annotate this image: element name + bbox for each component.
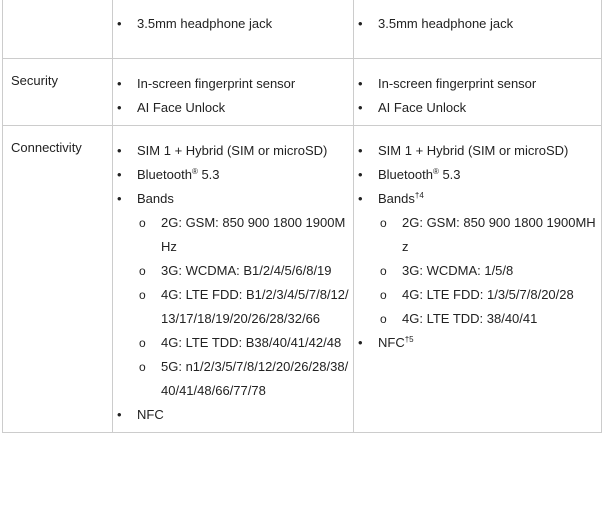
bullet-list [354, 139, 601, 355]
bullet-list [113, 139, 353, 427]
bullet-dot-icon: • [358, 16, 363, 31]
band-text: 2G: GSM: 850 900 1800 1900MHz [402, 215, 596, 254]
item-text: Bluetooth [378, 167, 433, 182]
band-item [137, 331, 353, 355]
bullet-dot-icon: • [117, 407, 122, 422]
spec-value-col2 [354, 59, 602, 126]
list-item [354, 96, 601, 120]
list-item [113, 139, 353, 163]
bullet-circle-icon: o [380, 288, 387, 302]
spec-label [3, 0, 113, 59]
list-item [354, 163, 601, 187]
footnote-mark: ® [432, 167, 439, 176]
bullet-circle-icon: o [139, 216, 146, 230]
bullet-dot-icon: • [358, 143, 363, 158]
band-item [137, 355, 353, 403]
band-text: 4G: LTE FDD: B1/2/3/4/5/7/8/12/13/17/18/19/20/26/28/32/66 [161, 287, 349, 326]
band-item [378, 283, 601, 307]
item-text: In-screen fingerprint sensor [137, 76, 296, 91]
item-text-suffix: 5.3 [438, 167, 461, 182]
bullet-list [113, 72, 353, 120]
bullet-circle-icon: o [139, 360, 146, 374]
list-item [354, 12, 601, 36]
item-text: NFC [137, 407, 164, 422]
item-text: SIM 1 + Hybrid (SIM or microSD) [137, 143, 328, 158]
band-item [137, 283, 353, 331]
band-text: 4G: LTE FDD: 1/3/5/7/8/20/28 [402, 287, 574, 302]
spec-value-col2 [354, 0, 602, 59]
spec-row [3, 126, 602, 433]
item-text-suffix: 5.3 [197, 167, 220, 182]
bullet-circle-icon: o [380, 216, 387, 230]
band-text: 4G: LTE TDD: 38/40/41 [402, 311, 538, 326]
spec-value-col2 [354, 126, 602, 433]
bullet-circle-icon: o [380, 264, 387, 278]
spec-row [3, 59, 602, 126]
footnote-mark: †4 [414, 191, 424, 200]
item-text: 3.5mm headphone jack [378, 16, 514, 31]
item-text: Bands [378, 191, 415, 206]
spec-table [2, 0, 602, 433]
item-text: Bands [137, 191, 174, 206]
list-item [113, 403, 353, 427]
bullet-dot-icon: • [117, 16, 122, 31]
bullet-circle-icon: o [139, 264, 146, 278]
list-item [113, 72, 353, 96]
list-item [113, 96, 353, 120]
bullet-dot-icon: • [358, 191, 363, 206]
item-text: SIM 1 + Hybrid (SIM or microSD) [378, 143, 569, 158]
band-text: 2G: GSM: 850 900 1800 1900MHz [161, 215, 346, 254]
bullet-dot-icon: • [117, 191, 122, 206]
item-text: 3.5mm headphone jack [137, 16, 273, 31]
item-text: AI Face Unlock [137, 100, 226, 115]
band-item [137, 211, 353, 259]
list-item [113, 187, 353, 403]
band-list [378, 211, 601, 331]
footnote-mark: ® [191, 167, 198, 176]
bullet-dot-icon: • [358, 167, 363, 182]
band-item [378, 211, 601, 259]
band-item [378, 307, 601, 331]
bullet-dot-icon: • [117, 143, 122, 158]
spec-row [3, 0, 602, 59]
spec-value-col1 [113, 126, 354, 433]
bullet-dot-icon: • [358, 100, 363, 115]
bullet-dot-icon: • [358, 76, 363, 91]
bullet-dot-icon: • [358, 335, 363, 350]
band-list [137, 211, 353, 403]
list-item [354, 331, 601, 355]
bullet-list [354, 12, 601, 36]
bullet-circle-icon: o [139, 288, 146, 302]
bullet-circle-icon: o [139, 336, 146, 350]
bullet-circle-icon: o [380, 312, 387, 326]
band-text: 3G: WCDMA: 1/5/8 [402, 263, 514, 278]
bullet-dot-icon: • [117, 100, 122, 115]
spec-label: Security [3, 59, 113, 126]
item-text: In-screen fingerprint sensor [378, 76, 537, 91]
bullet-dot-icon: • [117, 167, 122, 182]
bullet-list [113, 12, 353, 36]
band-item [137, 259, 353, 283]
band-text: 5G: n1/2/3/5/7/8/12/20/26/28/38/40/41/48/66/77/78 [161, 359, 349, 398]
list-item [113, 163, 353, 187]
bullet-list [354, 72, 601, 120]
list-item [354, 187, 601, 331]
band-item [378, 259, 601, 283]
item-text: Bluetooth [137, 167, 192, 182]
list-item [354, 139, 601, 163]
spec-value-col1 [113, 59, 354, 126]
item-text: AI Face Unlock [378, 100, 467, 115]
list-item [113, 12, 353, 36]
item-text: NFC [378, 335, 405, 350]
bullet-dot-icon: • [117, 76, 122, 91]
band-text: 4G: LTE TDD: B38/40/41/42/48 [161, 335, 342, 350]
footnote-mark: †5 [404, 335, 414, 344]
band-text: 3G: WCDMA: B1/2/4/5/6/8/19 [161, 263, 332, 278]
list-item [354, 72, 601, 96]
spec-label: Connectivity [3, 126, 113, 433]
spec-value-col1 [113, 0, 354, 59]
